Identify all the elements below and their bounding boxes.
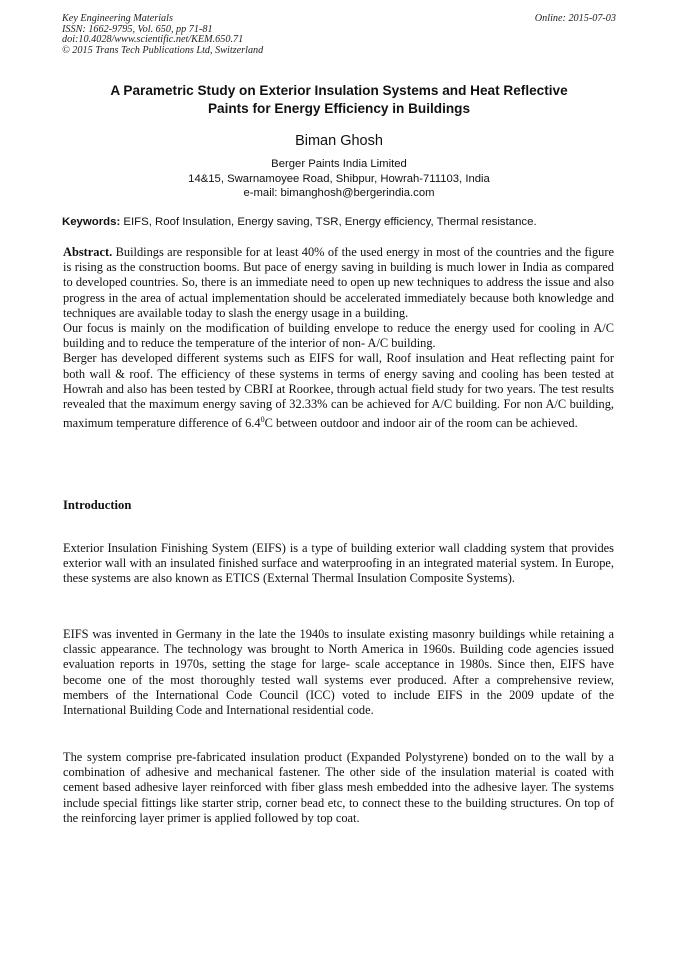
abstract-paragraph-2: Our focus is mainly on the modification of building envelope to reduce the energy used for cooling in A/C building and to reduce the temperature of the interior of non- A/C building. [63, 321, 614, 351]
keywords-text: EIFS, Roof Insulation, Energy saving, TSR, Energy efficiency, Thermal resistance. [120, 216, 537, 228]
intro-paragraph-2 [63, 627, 614, 718]
online-date: Online: 2015-07-03 [534, 13, 616, 24]
keywords-label: Keywords: [62, 216, 121, 228]
abstract [63, 245, 614, 432]
affiliation-email: e-mail: bimanghosh@bergerindia.com [243, 187, 435, 200]
abstract-text-3b: C between outdoor and indoor air of the room can be achieved. [264, 416, 578, 431]
intro-text-1: Exterior Insulation Finishing System (EIFS) is a type of building exterior wall cladding system that provides exterior wall with an insulated finished surface and waterproofing in an integrated material system. In Europe, these systems are also known as ETICS (External Thermal Insulation Composite Systems). [63, 541, 614, 586]
abstract-paragraph-3 [63, 351, 614, 431]
affiliation [0, 157, 678, 201]
intro-paragraph-3 [63, 750, 614, 826]
title-line-1: A Parametric Study on Exterior Insulation Systems and Heat Reflective [110, 83, 568, 98]
affiliation-company: Berger Paints India Limited [271, 158, 407, 170]
title-line-2: Paints for Energy Efficiency in Buildings [207, 101, 471, 116]
paper-title [40, 82, 638, 118]
doi-line: doi:10.4028/www.scientific.net/KEM.650.71 [62, 34, 244, 46]
intro-text-3: The system comprise pre-fabricated insulation product (Expanded Polystyrene) bonded on to the wall by a combination of adhesive and mechanical fastener. The other side of the insulation material is coated with cement based adhesive layer reinforced with fiber glass mesh embedded into the adhesive layer. The systems include special fittings like starter strip, corner bead etc, to connect these to the building structures. On top of the reinforcing layer primer is applied followed by top coat. [63, 750, 614, 825]
abstract-label: Abstract. [63, 245, 113, 259]
issn-line: ISSN: 1662-9795, Vol. 650, pp 71-81 [62, 23, 213, 35]
copyright-line: © 2015 Trans Tech Publications Ltd, Switzerland [62, 44, 264, 56]
journal-header [62, 14, 263, 56]
section-heading-introduction: Introduction [63, 498, 132, 512]
keywords [62, 215, 622, 230]
abstract-text-3a: Berger has developed different systems such as EIFS for wall, Roof insulation and Heat reflecting paint for both wall & roof. The efficiency of these systems in terms of energy saving and cooling has been tested at Howrah and also has been tested by CBRI at Roorkee, through actual field study for two years. The test results revealed that the maximum energy saving of 32.33% can be achieved for A/C building. For non A/C building, maximum temperature difference of 6.4 [63, 351, 614, 431]
degree-superscript: 0 [260, 415, 265, 425]
abstract-paragraph-1 [63, 245, 614, 321]
affiliation-address: 14&15, Swarnamoyee Road, Shibpur, Howrah-711103, India [188, 172, 490, 185]
author-name: Biman Ghosh [295, 133, 383, 149]
abstract-text-1: Buildings are responsible for at least 40% of the used energy in most of the countries and the figure is rising as the construction booms. But pace of energy saving in building is much lower in India as compared to developed countries. So, there is an immediate need to open up new techniques to address the issue and also progress in the area of actual implementation should be accelerated immediately because both knowledge and techniques are available today to slash the energy usage in a building. [63, 245, 614, 320]
intro-paragraph-1 [63, 541, 614, 587]
intro-text-2: EIFS was invented in Germany in the late the 1940s to insulate existing masonry buildings while retaining a classic appearance. The technology was brought to North America in 1960s. Building code agencies issued evaluation reports in 1970s, setting the stage for large- scale acceptance in 1980s. Since then, EIFS have become one of the most thoroughly tested wall systems ever produced. After a comprehensive review, members of the International Code Council (ICC) voted to include EIFS in the 2009 update of the International Building Code and International residential code. [63, 627, 614, 718]
journal-name: Key Engineering Materials [62, 13, 173, 24]
